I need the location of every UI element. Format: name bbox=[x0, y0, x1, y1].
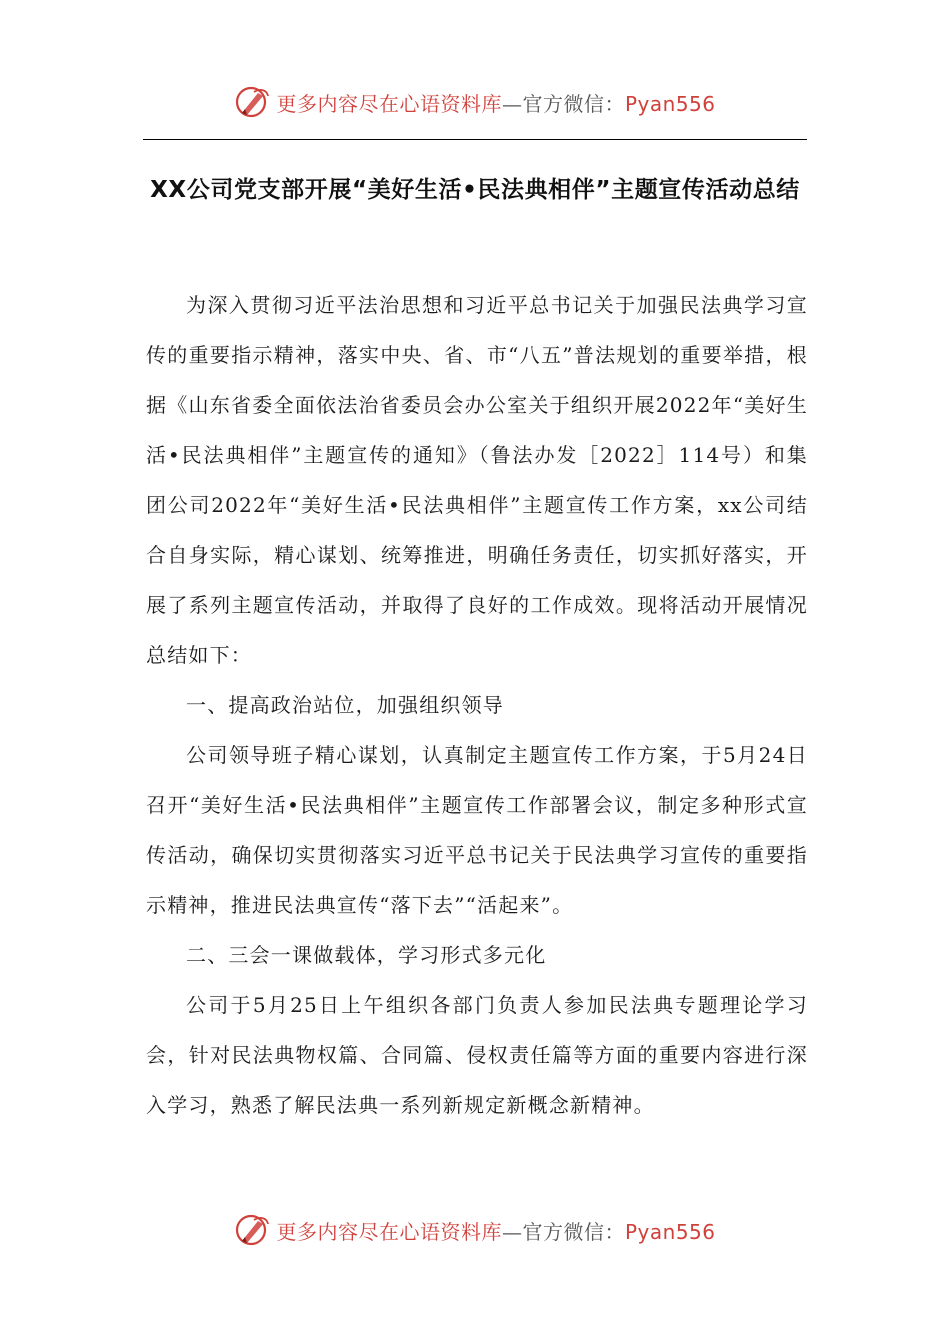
footer-contact-id: Pyan556 bbox=[624, 1219, 716, 1244]
pen-logo-icon bbox=[234, 1212, 270, 1248]
header-banner bbox=[0, 80, 950, 124]
banner-contact-id: Pyan556 bbox=[624, 91, 716, 116]
footer-banner bbox=[0, 1208, 950, 1252]
footer-separator: — bbox=[501, 1219, 523, 1244]
paragraph-section-2: 公司于5月25日上午组织各部门负责人参加民法典专题理论学习会，针对民法典物权篇、合同篇、侵权责任篇等方面的重要内容进行深入学习，熟悉了解民法典一系列新规定新概念新精神。 bbox=[146, 993, 808, 1117]
header-divider bbox=[143, 139, 807, 140]
footer-site-text: 更多内容尽在心语资料库 bbox=[276, 1219, 502, 1244]
banner-contact-label: 官方微信： bbox=[522, 91, 625, 116]
pen-logo-icon bbox=[234, 84, 270, 120]
document-body bbox=[146, 280, 808, 1130]
footer-contact-label: 官方微信： bbox=[522, 1219, 625, 1244]
section-heading-1: 一、提高政治站位，加强组织领导 bbox=[186, 693, 504, 717]
banner-separator: — bbox=[501, 91, 523, 116]
document-title: XX公司党支部开展“美好生活•民法典相伴”主题宣传活动总结 bbox=[150, 177, 800, 203]
section-heading-2: 二、三会一课做载体，学习形式多元化 bbox=[186, 943, 547, 967]
paragraph-intro: 为深入贯彻习近平法治思想和习近平总书记关于加强民法典学习宣传的重要指示精神，落实中央、省、市“八五”普法规划的重要举措，根据《山东省委全面依法治省委员会办公室关于组织开展2022年“美好生活•民法典相伴”主题宣传的通知》（鲁法办发［2022］114号）和集团公司2022年“美好生活•民法典相伴”主题宣传工作方案，xx公司结合自身实际，精心谋划、统筹推进，明确任务责任，切实抓好落实，开展了系列主题宣传活动，并取得了良好的工作成效。现将活动开展情况总结如下： bbox=[146, 293, 808, 667]
banner-site-text: 更多内容尽在心语资料库 bbox=[276, 91, 502, 116]
paragraph-section-1: 公司领导班子精心谋划，认真制定主题宣传工作方案，于5月24日召开“美好生活•民法典相伴”主题宣传工作部署会议，制定多种形式宣传活动，确保切实贯彻落实习近平总书记关于民法典学习宣传的重要指示精神，推进民法典宣传“落下去”“活起来”。 bbox=[146, 743, 808, 917]
